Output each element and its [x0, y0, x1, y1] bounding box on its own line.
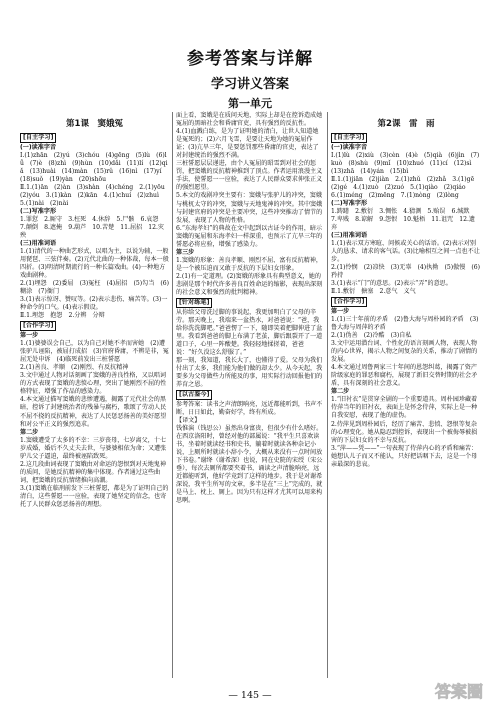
- answer-text: 3.文中运用潜台词、个性化的语言刻画人物，表现人物的内心世界，揭示人物之间复杂的关系，推动了剧情的发展。: [331, 340, 478, 364]
- column-right-body: [331, 132, 481, 469]
- answer-text: 4.本文通过周鲁两家三十年间的恩怨纠葛，揭露了资产阶级家庭的罪恶和腐朽，展现了新旧交替时期的社会矛盾，具有深刻的社会意义。: [331, 364, 478, 388]
- section-label: [合作学习]: [331, 297, 367, 307]
- answer-text: 2.(1)怜悯 (2)凉快 (3)无辜 (4)执拗 (5)傲慢 (6)矜持: [331, 264, 481, 280]
- answer-text: Ⅱ.1.敷衍 搪塞 2.意气 义气: [331, 288, 416, 296]
- unit-heading: 第一单元: [228, 97, 272, 110]
- answer-text: 参考答案：读书之声清朗响亮，远近都能听到，书声不断，日日如此，勤奋好学，终有所成。: [176, 400, 323, 416]
- section-label-row: [20, 320, 169, 332]
- section-label-row: [20, 132, 169, 144]
- answer-text: 3.“萍——凭——”一句表现了侍萍内心的矛盾和痛苦：她想认儿子而又不能认，只好把话咽下去，这是一个母亲最深的悲哀。: [331, 444, 478, 468]
- page-number: — 145 —: [228, 690, 272, 701]
- column-middle-body: [176, 112, 323, 505]
- section-label-row: [331, 132, 481, 144]
- page-subtitle: 学习讲义答案: [210, 77, 289, 92]
- answer-text: 5.本文的戏剧冲突主要有：窦娥与张驴儿的冲突，窦娥与桃杌太守的冲突，窦娥与天地鬼神的冲突。其中窦娥与封建官府的冲突是主要冲突，这些冲突推动了情节的发展，表现了人物的性格。: [176, 192, 323, 224]
- lesson-heading: 第1课 窦娥冤: [66, 119, 123, 129]
- answer-text: 6.(1)méng (2)mēng 7.(1)nòng (2)lòng: [331, 191, 459, 199]
- answer-text: 2.(1)有一定道理。(2)窦娥的形象具有典型意义，她的悲剧是那个时代许多善良百姓命运的缩影，表现出深刻的社会意义和强烈的批判精神。: [176, 272, 323, 296]
- answer-text: Ⅱ.1.(1)ān (2)àn (3)shàn (4)chéng 2.(1)yōu (2)yóu 3.(1)kàn (2)kān 4.(1)chuí (2)zhuì: [20, 183, 171, 199]
- section-label: [自主学习]: [331, 133, 367, 143]
- subsection-heading: (三)用准词语: [331, 232, 368, 240]
- answer-text: 2.(1)善良、孝顺 (2)刚烈、有反抗精神: [20, 364, 129, 372]
- answer-text: 3.文中通过人物对话刻画了窦娥的善良性格，又以唱词的方式表现了窦娥的悲愤心理，突出了她刚烈不屈的性格特征，增强了作品的感染力。: [20, 372, 167, 396]
- answer-text: 1.窦娥遭受了太多的不幸：三岁丧母，七岁离父，十七岁成婚，婚后不久丈夫去世，与婆婆相依为命；又遭张驴儿父子逼迫，最终被诬陷致死。: [20, 436, 167, 460]
- answer-text: 1.“旧衬衣”是贯穿全剧的一个重要道具。周朴园珍藏着侍萍当年的旧衬衣，表面上是怀念侍萍，实际上是一种自我安慰，表现了他的虚伪。: [331, 396, 478, 420]
- subsection-heading: (二)写准字形: [331, 199, 368, 207]
- answer-text: 【译文】: [176, 416, 201, 424]
- answer-text: Ⅰ.(1)lù (2)xiù (3)cèn (4)è (5)qià (6)jìn (7)kuò (8)shù (9)mǐ (10)zhuó (11)cí (12)sì (13)zhā (14)yán (15)bì: [331, 151, 480, 175]
- subsection-heading: 第一步: [331, 307, 350, 315]
- subsection-heading: 第二步: [331, 388, 350, 396]
- answer-text: 2.这几段曲词表现了窦娥由对命运的怨恨到对天地鬼神的质问，是她反抗精神的集中体现。作者通过这些曲词，把窦娥的反抗情绪推向高潮。: [20, 460, 166, 484]
- column-divider-right: [327, 112, 328, 678]
- answer-text: 3.(1)表示“门”的意思。(2)表示“弄”的意思。: [331, 280, 452, 288]
- section-label-row: [331, 296, 481, 308]
- subsection-heading: (一)读准字音: [331, 143, 368, 151]
- answer-text: 2.侍萍见到周朴园后，经历了痛苦、悲愤、怨恨等复杂的心理变化。她从隐忍到控诉，表现出一个被侮辱被损害的下层妇女的不幸与反抗。: [331, 420, 478, 444]
- answer-text: 从你给父母洗过脚的事说起，我更加明白了父母的辛劳。那天晚上，我端来一盆热水，对爸爸说：“爸，我给你洗洗脚吧。”爸爸愣了一下，随即笑着把脚伸进了盆里。我看到爸爸的脚上布满了老茧，脚后跟裂开了一道道口子，心里一阵酸楚。我轻轻地揉搓着，爸爸说：“好久没这么舒服了。”: [176, 308, 323, 356]
- subsection-heading: (一)读准字音: [20, 143, 57, 151]
- watermark-text: 答案圈: [434, 682, 484, 701]
- section-label: [以古鉴今]: [176, 390, 212, 400]
- subsection-heading: 第一步: [20, 332, 39, 340]
- answer-text: Ⅰ.(1)zhān (2)yú (3)chóu (4)gēng (5)lù (6)lǚ (7)è (8)zhì (9)hùn (10)dǎi (11)lí (12)qiǎ (13)huài (14)màn (15)rǔ (16)nì (17)yí (18)suǒ (19)yàn (20)shōu: [20, 151, 168, 183]
- answer-text: 1.踌躇 2.敷衍 3.惆怅 4.猜测 5.贻误 6.缄默 7.卑贱 8.谅解 9.怨恨 10.魁梧 11.诅咒 12.遗弃: [331, 207, 476, 231]
- section-label: [针对练笔]: [176, 298, 212, 308]
- answer-text: 3.(1)表示惊讶、赞叹等。(2)表示悲伤、痛苦等。(3)一种命令的口气。(4)表示假设。: [20, 296, 168, 312]
- answer-text: 4.(1)血溅白练，是为了证明她的清白，让世人知道她是冤死的；(2)六月飞雪，是要让天地为她的冤屈作证；(3)亢旱三年，是要惩罚那些昏庸的官吏，表达了对封建统治的强烈不满。: [176, 128, 319, 160]
- section-label: [合作学习]: [20, 321, 56, 331]
- answer-text: 5.(1)nài (2)nài: [20, 199, 69, 207]
- subsection-heading: 第三步: [176, 248, 195, 256]
- answer-text: 面上看，窦娥是在质问天地，实际上却是在控诉造成她冤屈的黑暗社会和昏庸官吏，具有强烈的反抗性。: [176, 112, 323, 128]
- answer-text: 1.(1)婆婆误会自己，以为自己对她不孝而害她 (2)遭张驴儿诬陷，被屈打成招 (3)官府昏庸，不辨是非，冤屈无处申诉 (4)临死前发出三桩誓愿: [20, 340, 169, 364]
- watermark-logo-icon: [425, 676, 493, 706]
- page-title: 参考答案与详解: [187, 49, 313, 69]
- answer-text: 1.罪愆 2.厮守 3.枉死 4.休辞 5.尸骸 6.哀怨 7.颠倒 8.遮掩 9.葫芦 10.苦楚 11.屈招 12.灾殃: [20, 215, 165, 240]
- column-right: [331, 118, 481, 678]
- column-left-body: [20, 132, 169, 509]
- answer-text: 那一刻，我知道，我长大了，也懂得了爱。父母为我们付出了太多，我们能为他们做的却太少。从今天起，我要多为父母做些力所能及的事，用实际行动回报他们的养育之恩。: [176, 356, 323, 389]
- answer-text: 1.(1)表示双方寒暄、问候或关心的话语。(2)表示对别人的恳求、请求的客气话。(3)比喻相互之间一点也不让步。: [331, 240, 480, 264]
- subsection-heading: (三)用准词语: [20, 240, 57, 248]
- answer-text: Ⅱ.1.(1)jiān (2)jiàn 2.(1)zhǔ (2)zhǎ 3.(1)gē (2)gé 4.(1)zuò (2)zuó 5.(1)qiào (2)qiáo: [331, 175, 481, 191]
- column-left: [20, 118, 169, 678]
- section-label-row: [176, 297, 323, 309]
- answer-text: 1.窦娥的形象：善良孝顺、刚烈不屈、富有反抗精神，是一个被压迫而又敢于反抗的下层妇女形象。: [176, 256, 322, 272]
- subsection-heading: 第二步: [20, 428, 39, 436]
- subsection-heading: (二)写准字形: [20, 207, 57, 215]
- answer-text: 3.(1)窦娥在临刑前发下三桩誓愿，都是为了证明自己的清白，这些誓愿一一应验，表现了她坚定的信念，也寄托了人民群众惩恶扬善的理想。: [20, 484, 169, 508]
- answer-text: 钱惟演（钱思公）虽然出身富贵，但很少有什么嗜好。在西京洛阳时，曾经对他的部属说：“我平生只喜欢读书，坐着时就读经书和史书，躺着时就读各种杂记小说，上厕所时就读小辞小令，大概从来没有一点时间放下书卷。”谢绛（谢希深）也说，同在史院的宋绶（宋公垂），每次去厕所都要夹着书，诵读之声清脆响亮，远近都能听到，他好学竟到了这样的地步。我于是对谢希深说，我平生所写的文章，多半是在“三上”完成的，就是马上、枕上、厕上。因为只有这样才尤其可以用来构思啊。: [176, 424, 323, 505]
- answer-text: 2.(1)埋怨 (2)委屈 (3)冤枉 (4)屈招 (5)勾当 (6)糊涂 (7)衙门: [20, 280, 170, 296]
- column-middle: [176, 112, 323, 678]
- column-divider-left: [172, 112, 173, 678]
- answer-text: Ⅱ.1.埋怨 抱怨 2.分辨 分辩: [20, 312, 105, 320]
- answer-text: 1.(1)三十年前的矛盾 (2)鲁大海与周朴园的矛盾 (3)鲁大海与周萍的矛盾: [331, 315, 479, 331]
- lesson-heading: 第2课 雷 雨: [377, 119, 435, 129]
- section-label: [自主学习]: [20, 133, 56, 143]
- answer-text: 2.(1)伪善 (2)冷酷 (3)自私: [331, 332, 412, 340]
- answer-text: 4.本文通过描写窦娥的悲惨遭遇，揭露了元代社会的黑暗，控诉了封建统治者的残暴与腐朽，歌颂了劳动人民不屈不挠的反抗精神，表达了人民惩恶扬善的美好愿望和对公平正义的强烈追求。: [20, 396, 167, 428]
- answer-text: 6.“东海孝妇”的典故在文中起到以古证今的作用，暗示窦娥的冤屈和东海孝妇一样深重，也预示了亢旱三年的誓愿必将应验，增强了感染力。: [176, 224, 323, 248]
- section-label-row: [176, 389, 323, 401]
- answer-text: 三桩誓愿层层递进，由个人冤屈的昭雪到对社会的惩罚，把窦娥的反抗精神推到了顶点。作者运用浪漫主义手法，使誓愿一一应验，表达了人民群众要求伸张正义的强烈愿望。: [176, 160, 323, 192]
- answer-text: 1.(1)清代的一种曲艺形式，以唱为主，以说为辅，一般用琵琶、三弦伴奏。(2)元代北曲的一种体裁，每本一般四折。(3)明清时期流行的一种长篇戏曲。(4)一种地方戏曲剧种。: [20, 248, 169, 280]
